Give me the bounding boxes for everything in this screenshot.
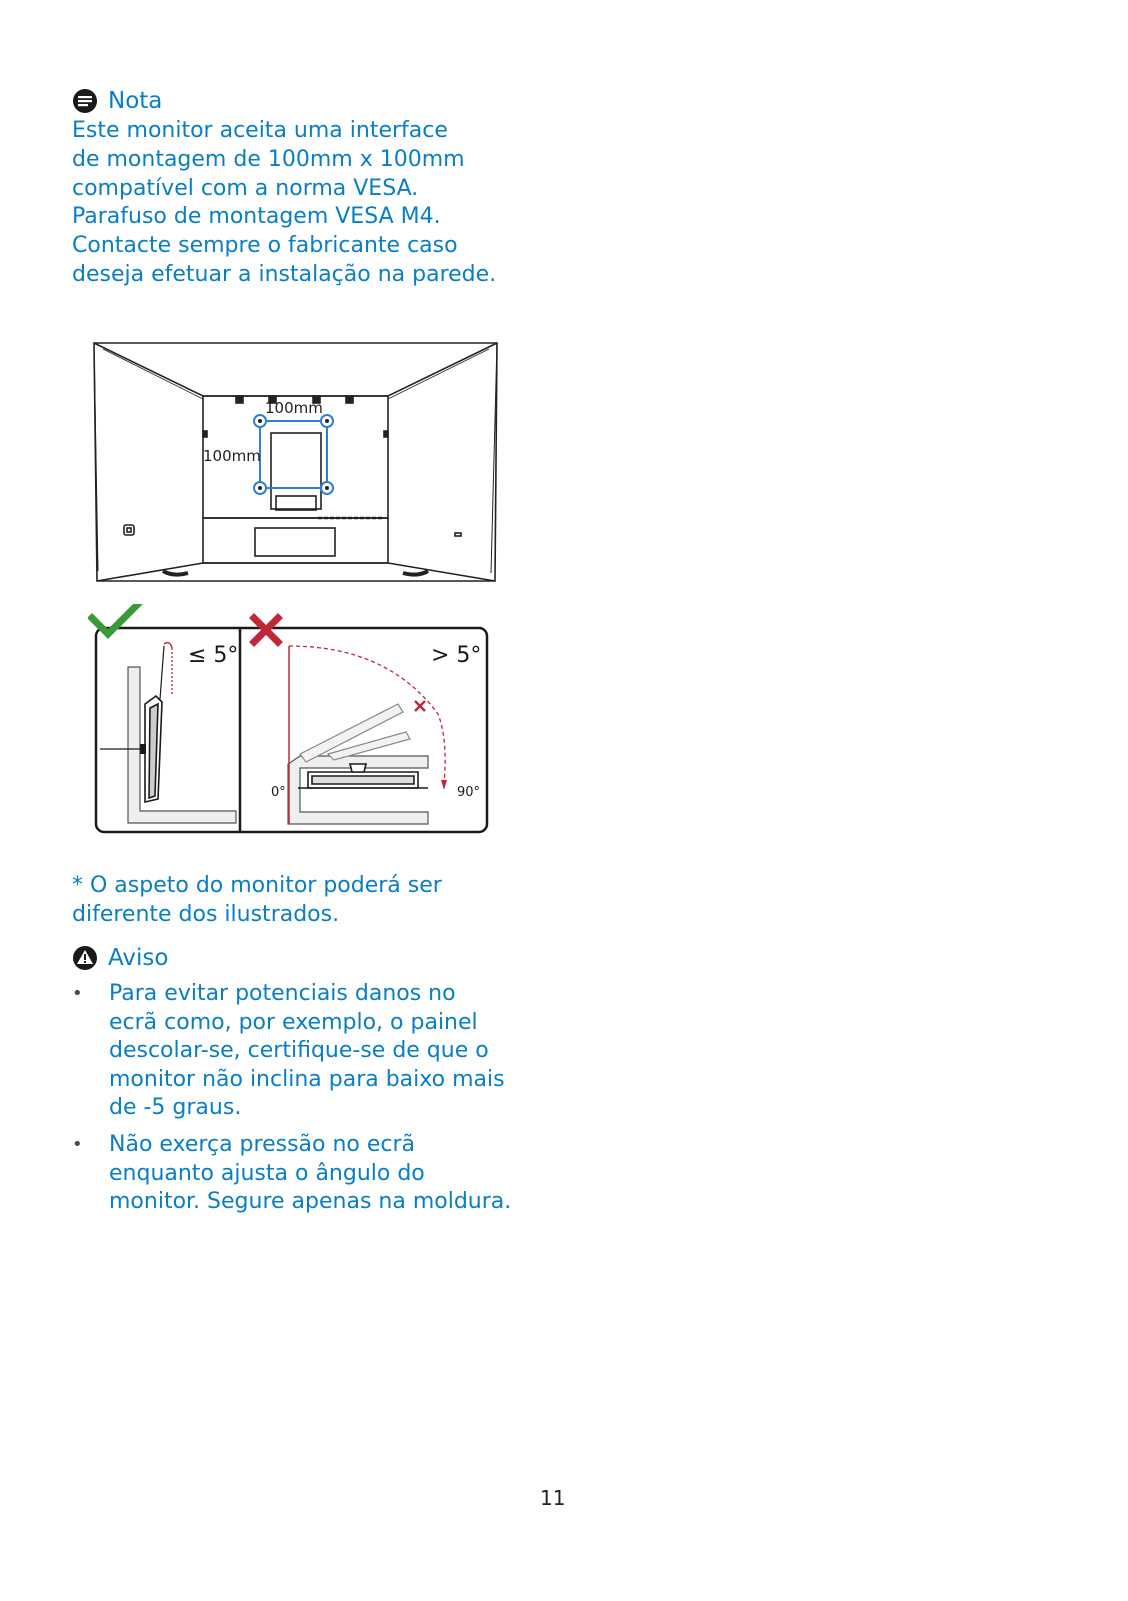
bullet-line: descolar-se, certifique-se de que o <box>109 1038 489 1064</box>
note-line: Contacte sempre o fabricante caso <box>72 233 458 259</box>
note-heading <box>72 86 162 116</box>
angle-start-label: 0° <box>271 785 286 800</box>
bullet-line: ecrã como, por exemplo, o painel <box>109 1009 478 1035</box>
monitor-back-vesa-figure <box>93 341 499 586</box>
vesa-height-label: 100mm <box>203 447 261 465</box>
bullet-line: Para evitar potenciais danos no <box>109 981 456 1006</box>
check-icon <box>92 604 138 634</box>
list-item <box>72 980 542 1123</box>
warning-icon <box>72 945 98 971</box>
bullet-line: enquanto ajusta o ângulo do <box>109 1160 425 1186</box>
note-title: Nota <box>108 88 163 114</box>
bullet-line: monitor não inclina para baixo mais <box>109 1066 505 1092</box>
warning-title: Aviso <box>108 945 169 971</box>
bullet-icon: • <box>72 983 83 1004</box>
warning-heading <box>72 943 168 973</box>
note-line: deseja efetuar a instalação na parede. <box>72 261 497 287</box>
footnote <box>72 871 542 929</box>
note-icon <box>72 88 98 114</box>
tilt-angle-figure <box>88 604 490 836</box>
footnote-line: * O aspeto do monitor poderá ser <box>72 873 442 898</box>
warning-bullet-list <box>72 980 542 1225</box>
cross-icon <box>254 618 278 642</box>
tilt-ok-label: ≤ 5° <box>188 643 239 668</box>
bullet-line: de -5 graus. <box>109 1095 242 1121</box>
note-body <box>72 117 542 290</box>
note-line: Parafuso de montagem VESA M4. <box>72 204 441 230</box>
page-number: 11 <box>540 1486 566 1510</box>
tilt-bad-label: > 5° <box>431 643 482 668</box>
vesa-width-label: 100mm <box>265 399 323 417</box>
angle-end-label: 90° <box>457 785 481 800</box>
note-line: compatível com a norma VESA. <box>72 175 419 201</box>
note-line: Este monitor aceita uma interface <box>72 118 448 143</box>
note-line: de montagem de 100mm x 100mm <box>72 146 465 172</box>
bullet-line: monitor. Segure apenas na moldura. <box>109 1189 512 1215</box>
bullet-line: Não exerça pressão no ecrã <box>109 1131 416 1157</box>
bullet-icon: • <box>72 1133 83 1155</box>
footnote-line: diferente dos ilustrados. <box>72 902 340 927</box>
list-item <box>72 1131 542 1217</box>
